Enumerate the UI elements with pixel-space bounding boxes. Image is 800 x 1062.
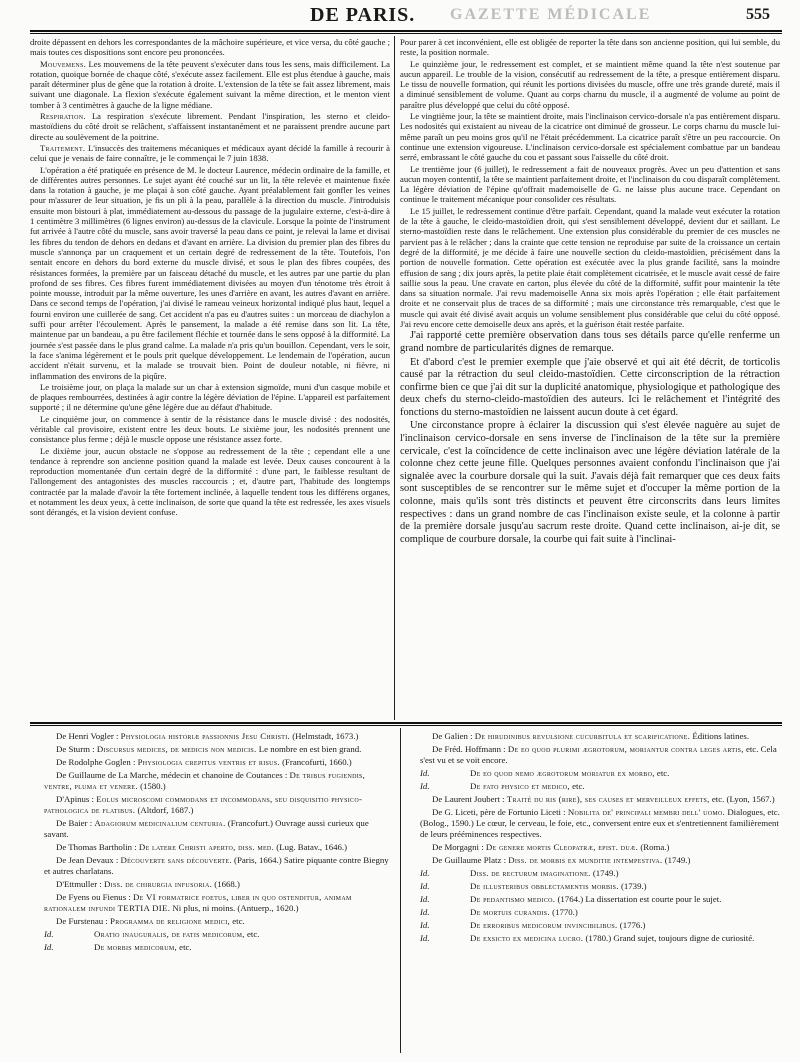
- bibliography-entry: [34, 794, 394, 816]
- paragraph-text: Pour parer à cet inconvénient, elle est obligée de reporter la tête dans son ancienne position, qui lui semble, du reste, la position normale.: [400, 37, 780, 58]
- bibliography-entry: [34, 818, 394, 840]
- paragraph-text: Les mouvemens de la tête peuvent s'exécuter dans tous les sens, mais difficilement. La rotation, quoique bornée de chaque côté, s'exécute assez facilement. Elle est plus étendue à gauche, mais paraît déterminer plus de gêne que la rotation à droite. L'extension de la tête se fait assez librement, mais suivant une diagonale. La flexion s'exécute également suivant la même direction, et le menton vient tomber à 3 centimètres à gauche de la ligne médiane.: [30, 58, 390, 110]
- page-header: [30, 4, 770, 26]
- entry-ibid-label: Id.: [44, 929, 54, 939]
- bibliography-entry: [410, 881, 782, 892]
- entry-ibid-label: Id.: [420, 933, 430, 943]
- article-paragraph: [30, 414, 390, 445]
- entry-ibid-label: Id.: [420, 881, 430, 891]
- entry-note: etc.: [232, 916, 245, 926]
- article-paragraph: [30, 446, 390, 518]
- entry-author: De Furstenau :: [56, 916, 108, 926]
- paragraph-text: Une circonstance propre à éclairer la discussion qui s'est élevée naguère au sujet de l'inclinaison cervico-dorsale en sens inverse de l'inclinaison de la tête sur la première cervicale, c'est la coïncidence de cette inclinaison avec une légère déviation latérale de la colonne chez cette jeune fille. Quelques personnes avaient confondu l'inclinaison que j'ai signalée avec la courbure dorsale qui la suit. J'avais déjà fait remarquer que ces deux faits sont susceptibles de se rencontrer sur le même sujet et d'occuper la même portion de la colonne, mais qu'ils sont très distincts et peuvent être circonscrits dans leurs limites respectives : dans un grand nombre de cas l'inclinaison existe seule, et la colonne à partir de la première dorsale jusqu'au sacrum reste droite. Quand cette inclinaison, ai-je dit, se complique de courbure dorsale, la courbe qui fait suite à l'inclinai-: [400, 420, 780, 545]
- entry-title: Oratio inauguralis, de fatis medicorum,: [94, 929, 245, 939]
- entry-author: De Guillaume de La Marche, médecin et chanoine de Coutances :: [56, 770, 288, 780]
- entry-title: De eo quod plurimi ægrotorum, moriantur contra leges artis,: [507, 744, 744, 754]
- entry-note: etc. (Lyon, 1567.): [711, 794, 775, 804]
- column-divider: [394, 36, 395, 720]
- entry-ibid-label: Id.: [420, 868, 430, 878]
- entry-title: De pedantismo medico.: [470, 894, 556, 904]
- paragraph-text: Le quinzième jour, le redressement est complet, et se maintient même quand la tête n'est soutenue par aucun appareil. Le trouble de la vision, consécutif au redressement de la tête, a presque entièrement disparu. Le tissu de nouvelle formation, qui réunit les portions divisées du muscle, offre une très grande dureté, mais il a diminué sensiblement de volume. Quant au corps charnu du muscle, il a augmenté de volume au point de paraître plus développé que celui du côté opposé.: [400, 58, 780, 110]
- article-paragraph: [400, 357, 780, 420]
- bibliography-column-divider: [400, 728, 401, 1053]
- article-paragraph: [400, 164, 780, 205]
- entry-note: (1764.) La dissertation est courte pour le sujet.: [557, 894, 722, 904]
- bibliography-entry: [410, 807, 782, 840]
- bibliography-left-column: [34, 731, 394, 1056]
- entry-title: De exsicto ex medicina lucro.: [470, 933, 584, 943]
- paragraph-lead-word: Traitement.: [40, 142, 86, 153]
- entry-note: (Lug. Batav., 1646.): [276, 842, 348, 852]
- section-divider: [30, 722, 782, 724]
- paragraph-text: Le cinquième jour, on commence à sentir de la résistance dans le muscle divisé : des nodosités, véritable cal provisoire, existent entre les deux bouts. Le sixième jour, les nodosités prennent une consistance plus ferme ; déjà le muscle oppose une résistance assez forte.: [30, 413, 390, 445]
- article-paragraph: [30, 143, 390, 164]
- entry-note: (Altdorf, 1687.): [137, 805, 194, 815]
- article-paragraph: [400, 37, 780, 58]
- bibliography-entry: [410, 842, 782, 853]
- page-number: 555: [746, 6, 770, 23]
- entry-note: etc.: [179, 942, 192, 952]
- entry-note: (1739.): [620, 881, 647, 891]
- entry-author: De Laurent Joubert :: [432, 794, 505, 804]
- entry-author: De Guillaume Platz :: [432, 855, 507, 865]
- entry-title: Discursus medices, de medicis non medicis.: [96, 744, 257, 754]
- masthead-title: DE PARIS.: [310, 4, 416, 26]
- entry-author: De Jean Devaux :: [56, 855, 119, 865]
- bibliography-entry: [34, 842, 394, 853]
- entry-title: De morbis medicorum,: [94, 942, 177, 952]
- paragraph-text: droite dépassent en dehors les correspondantes de la mâchoire supérieure, et vice versa, du côté gauche ; mais toutes ces dispositions sont encore peu prononcées.: [30, 37, 390, 58]
- entry-title: Traité du ris (rire), ses causes et merveilleux effets,: [506, 794, 710, 804]
- entry-author: De Baier :: [56, 818, 93, 828]
- paragraph-text: Et d'abord c'est le premier exemple que j'aie observé et qui ait été décrit, de torticolis causé par la rétraction du seul cleido-mastoïdien. Cette circonscription de la rétraction confirme bien ce que j'ai dit sur la duplicité anatomique, physiologique et pathologique des deux chefs du sterno-cleido-mastoïdien des auteurs. Ici le relâchement et l'intégrité des fonctions du sterno-mastoïdien ne laissent aucun doute à cet égard.: [400, 356, 780, 418]
- entry-note: Éditions latines.: [692, 731, 750, 741]
- article-paragraph: [30, 111, 390, 142]
- entry-title: De latere Christi aperto, diss. med.: [138, 842, 275, 852]
- bibliography-entry: [34, 916, 394, 927]
- bibliography-entry: [410, 744, 782, 766]
- article-paragraph: [400, 59, 780, 110]
- bibliography-entry: [34, 731, 394, 742]
- entry-author: De Henri Vogler :: [56, 731, 119, 741]
- bibliography-entry: [410, 768, 782, 779]
- entry-note: etc. Cela s'est vu et se voit encore.: [420, 744, 777, 765]
- entry-ibid-label: Id.: [44, 942, 54, 952]
- entry-title: De eo quod nemo ægrotorum moriatur ex morbo,: [470, 768, 655, 778]
- article-paragraph: [400, 206, 780, 330]
- entry-note: (Paris, 1664.) Satire piquante contre Biegny et autres charlatans.: [44, 855, 389, 876]
- paragraph-text: Le trentième jour (6 juillet), le redressement a fait de nouveaux progrès. Avec un peu d'attention et sans aucun moyen contentif, la tête se maintient parfaitement droite, et l'inclinaison du cou disparaît complètement. La légère déviation de l'épine qu'offrait mademoiselle de G. ne laisse plus aucune trace. Cependant on continue le traitement mécanique pour consolider ces résultats.: [400, 163, 780, 205]
- entry-ibid-label: Id.: [420, 894, 430, 904]
- header-rule-thin: [30, 33, 782, 34]
- paragraph-lead-word: Respiration.: [40, 111, 86, 122]
- article-paragraph: [30, 382, 390, 413]
- entry-author: De Thomas Bartholin :: [56, 842, 137, 852]
- paragraph-text: Le vingtième jour, la tête se maintient droite, mais l'inclinaison cervico-dorsale n'a pas entièrement disparu. Les nodosités qui existaient au niveau de la cicatrice ont diminué de grosseur. Le corps charnu du muscle lui-même paraît un peu moins gros qu'il ne l'était précédemment. La cicatrice paraît s'être un peu raccourcie. On continue une extension vigoureuse. L'inclinaison cervico-dorsale est spécialement combattue par un bandeau serré, embrassant le côté gauche du cou et passant sous l'aisselle du côté droit.: [400, 111, 780, 163]
- entry-title: De tribus fugiendis, ventre, pluma et venere.: [44, 770, 366, 791]
- bibliography-entry: [34, 929, 394, 940]
- entry-note: (1770.): [552, 907, 578, 917]
- entry-note: (Roma.): [640, 842, 670, 852]
- paragraph-text: La respiration s'exécute librement. Pendant l'inspiration, les sterno et cleido-mastoïdiens du côté droit se relâchent, s'affaissent instantanément et ne paraissent prendre aucune part directe au soulèvement de la poitrine.: [30, 111, 390, 142]
- entry-title: Programma de religione medici,: [110, 916, 231, 926]
- article-paragraph: [30, 165, 390, 381]
- bibliography-entry: [34, 942, 394, 953]
- entry-note: (1749.): [664, 855, 691, 865]
- entry-title: Découverte sans découverte.: [120, 855, 232, 865]
- bibliography-entry: [34, 879, 394, 890]
- entry-author: De Fyens ou Fienus :: [56, 892, 131, 902]
- entry-title: Eolus microscomi commodans et incommodans, seu disquisitio physico-pathologica de flatibus.: [44, 794, 363, 815]
- entry-title: Diss. de morbis ex munditie intempestiva.: [508, 855, 663, 865]
- show-through-masthead: GAZETTE MÉDICALE: [450, 6, 652, 23]
- entry-author: De Morgagni :: [432, 842, 484, 852]
- entry-author: De G. Liceti, père de Fortunio Liceti :: [432, 807, 566, 817]
- section-divider-thin: [30, 725, 782, 726]
- article-paragraph: [400, 330, 780, 355]
- paragraph-text: L'opération a été pratiquée en présence de M. le docteur Laurence, médecin ordinaire de la famille, et de différentes autres personnes. Le sujet ayant été couché sur un lit, la tête relevée et maintenue fixée dans la rotation à gauche, je me plaçai à son côté gauche. Ayant préalablement fait gonfler les veines pour m'assurer de leur situation, je fis un pli à la peau, parallèle à la direction du muscle. J'introduisis ensuite mon bistouri à plat, immédiatement au-dessous du passage de la jugulaire externe, c'est-à-dire à 1 centimètre 3 millimètres (6 lignes environ) au-dessus de la clavicule. Lorsque la pointe de l'instrument fut arrivée à l'autre côté du muscle, sans avoir traversé la peau dans ce point, je relevai la lame et divisai les fibres du tendon de dehors en dedans et d'avant en arrière. La division du premier plan des fibres du muscle s'annonça par un craquement et un certain degré de redressement de la tête. Toutefois, l'on sentait encore en dehors du bord externe du muscle divisé, et sous le plan des fibres coupées, des résistances formées, la première par un faisceau détaché du muscle, et les autres par une partie du plan profond de ses fibres. Ces fibres furent immédiatement divisées au moyen d'un ténotome très étroit à pointe mousse, introduit par la même ouverture, les unes d'arrière en avant, les autres d'avant en arrière. Dans ce second temps de l'opération, j'ai divisé le rameau veineux horizontal indiqué plus haut, lequel a fourni environ une cuillerée de sang. Cet accident n'a pas eu d'autres suites : un morceau de diachylon a suffi pour arrêter l'écoulement. Après le pansement, la malade a été remise dans son lit. La tête, maintenue par un bandeau, a pu être facilement fléchie et tournée dans le sens opposé à la difformité. La journée s'est passée dans le plus grand calme. La malade n'a pris qu'un bouillon. Cependant, vers le soir, la face s'anima légèrement et le pouls prit quelque développement. Le lendemain de l'opération, aucun accident n'était survenu, et la malade se trouvait bien. Point de douleur notable, ni fièvre, ni inflammation des environs de la piqûre.: [30, 164, 390, 381]
- entry-note: (Francofurt.) Ouvrage aussi curieux que savant.: [44, 818, 369, 839]
- entry-title: De genere mortis Cleopatræ, epist. duæ.: [485, 842, 639, 852]
- entry-title: Nobilita de' principali membri dell' uomo.: [567, 807, 726, 817]
- paragraph-text: L'insuccès des traitemens mécaniques et médicaux ayant décidé la famille à recourir à celui que je venais de faire connaître, je le commençai le 7 juin 1838.: [30, 142, 390, 164]
- entry-note: Dialogues, etc. (Bolog., 1590.) Le cœur, le cerveau, le foie, etc., conversent entre eux et s'entretiennent familièrement de leurs prééminences respectives.: [420, 807, 780, 839]
- entry-ibid-label: Id.: [420, 768, 430, 778]
- entry-title: De VI formatrice foetus, liber in quo ostenditur, animam rationalem infundi TERTIA DIE.: [44, 892, 352, 913]
- article-paragraph: [30, 37, 390, 58]
- entry-note: (Francofurti, 1660.): [282, 757, 352, 767]
- entry-title: De hirudinibus revulsione cucurbitula et scarificatione.: [474, 731, 691, 741]
- bibliography-right-column: [410, 731, 782, 1056]
- entry-title: Adagiorum medicinalium centuria.: [94, 818, 226, 828]
- entry-title: Diss. de recturum imaginatione.: [470, 868, 591, 878]
- entry-title: De erroribus medicorum invincibilibus.: [470, 920, 618, 930]
- bibliography-entry: [410, 781, 782, 792]
- entry-note: Le nombre en est bien grand.: [258, 744, 362, 754]
- entry-title: Physiologia historiæ passionnis Jesu Christi.: [120, 731, 291, 741]
- bibliography-entry: [410, 794, 782, 805]
- bibliography-entry: [410, 855, 782, 866]
- entry-note: etc.: [572, 781, 585, 791]
- paragraph-lead-word: Mouvemens.: [40, 58, 87, 69]
- entry-author: De Rodolphe Goglen :: [56, 757, 136, 767]
- bibliography-entry: [34, 757, 394, 768]
- header-rule: [30, 30, 782, 32]
- entry-ibid-label: Id.: [420, 920, 430, 930]
- article-paragraph: [400, 111, 780, 162]
- entry-ibid-label: Id.: [420, 907, 430, 917]
- paragraph-text: Le 15 juillet, le redressement continue d'être parfait. Cependant, quand la malade veut exécuter la rotation de la tête à gauche, le cleido-mastoïdien droit, qui s'est sensiblement développé, devient dur et saillant. Le sterno-mastoïdien reste dans le relâchement. Une extension plus considérable du premier de ces muscles ne parvient pas à le relâcher ; dans la crainte que cette tension ne reproduise par suite de la croissance un certain degré de la difformité, je me décide à faire une nouvelle section du cleido-mastoïdien, précisément dans la portion de nouvelle formation. Cette opération est exécutée avec la plus grande facilité, sans la moindre effusion de sang ; dix jours après, la petite plaie était complètement cicatrisée, et le muscle avait cessé de faire saillie sous la peau. Une cravate en carton, plus élevée du côté de la difformité, suffit pour maintenir la tête dans sa situation normale. J'ai revu mademoiselle Anna six mois après l'opération ; elle était parfaitement droite et ne conservait plus de traces de sa difformité ; mais une circonstance très remarquable, c'est que le muscle qui avait été divisé avait acquis un volume sensiblement plus considérable que celui du côté opposé. J'ai revu encore cette demoiselle deux ans après, et la guérison était restée parfaite.: [400, 205, 780, 330]
- entry-note: etc.: [247, 929, 260, 939]
- bibliography-entry: [34, 892, 394, 914]
- bibliography-entry: [34, 770, 394, 792]
- entry-note: etc.: [656, 768, 670, 778]
- bibliography-entry: [410, 920, 782, 931]
- bibliography-entry: [34, 855, 394, 877]
- entry-note: (1780.) Grand sujet, toujours digne de curiosité.: [585, 933, 755, 943]
- entry-note: (1749.): [592, 868, 619, 878]
- article-paragraph: [400, 420, 780, 546]
- entry-title: Physiologia crepitus ventris et risus.: [137, 757, 280, 767]
- paragraph-text: Le dixième jour, aucun obstacle ne s'oppose au redressement de la tête ; cependant elle a une tendance à reprendre son ancienne position quand la malade est levée. Deux causes concourent à la reproduction momentanée d'un certain degré de la difformité : d'une part, le faiblesse resultant de l'allongement des antagonistes des muscles raccourcis ; et, d'autre part, l'habitude des longtemps contractée par la malade d'avoir la tête fortement inclinée, à laquelle tendent tous les différens organes, et notamment les deux yeux, à cette inclinaison, de sorte que quand la tête est redressée, les axes visuels sont dérangés, et la vision devient confuse.: [30, 445, 390, 518]
- entry-note: (Helmstadt, 1673.): [292, 731, 359, 741]
- entry-title: De illusteribus obblectamentis morbis.: [470, 881, 619, 891]
- entry-note: (1776.): [619, 920, 646, 930]
- entry-author: D'Apinus :: [56, 794, 94, 804]
- entry-note: (1580.): [140, 781, 166, 791]
- right-text-column: [400, 37, 780, 717]
- paragraph-text: Le troisième jour, on plaça la malade sur un char à extension sigmoïde, muni d'un casque mobile et de plaques rembourrées, destinées à agir contre la légère déviation de l'épine. L'appareil est parfaitement supporté ; il ne détermine qu'une gêne légère due au défaut d'habitude.: [30, 381, 390, 413]
- bibliography-entry: [410, 933, 782, 944]
- entry-author: D'Ettmuller :: [56, 879, 102, 889]
- left-text-column: [30, 37, 390, 717]
- bibliography-entry: [410, 868, 782, 879]
- entry-title: De mortuis curandis.: [470, 907, 550, 917]
- entry-author: De Fréd. Hoffmann :: [432, 744, 506, 754]
- bibliography-entry: [410, 907, 782, 918]
- bibliography-entry: [410, 894, 782, 905]
- paragraph-text: J'ai rapporté cette première observation dans tous ses détails parce qu'elle renferme un grand nombre de particularités dignes de remarque.: [400, 330, 780, 354]
- entry-title: Diss. de chirurgia infusoria.: [104, 879, 213, 889]
- entry-note: (1668.): [214, 879, 240, 889]
- bibliography-entry: [34, 744, 394, 755]
- entry-title: De fato physico et medico,: [470, 781, 570, 791]
- entry-author: De Galien :: [432, 731, 473, 741]
- entry-author: De Sturm :: [56, 744, 95, 754]
- entry-ibid-label: Id.: [420, 781, 430, 791]
- article-paragraph: [30, 59, 390, 110]
- bibliography-entry: [410, 731, 782, 742]
- entry-note: Ni plus, ni moins. (Antuerp., 1620.): [172, 903, 299, 913]
